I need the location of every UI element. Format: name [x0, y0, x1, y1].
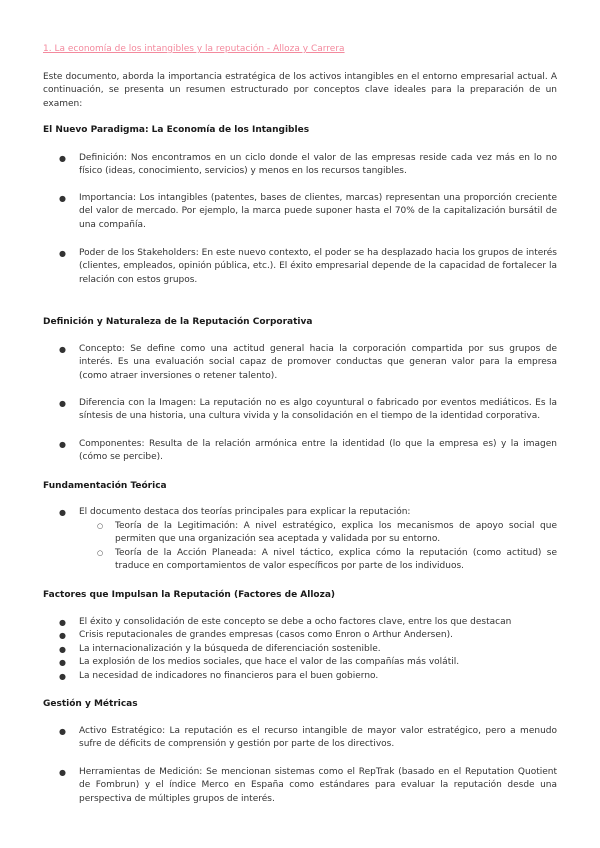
list-item: La necesidad de indicadores no financieros para el buen gobierno. [79, 671, 379, 681]
list-item: El documento destaca dos teorías principales para explicar la reputación: [79, 507, 411, 517]
list-item: Crisis reputacionales de grandes empresas (casos como Enron o Arthur Andersen). [79, 630, 453, 640]
list-item: La internacionalización y la búsqueda de diferenciación sostenible. [79, 644, 381, 654]
sub-bullet-icon: ○ [97, 522, 104, 530]
bullet-icon: ● [59, 249, 66, 258]
list-item: Definición: Nos encontramos en un ciclo donde el valor de las empresas reside cada vez más en lo no físico (ideas, conocimiento, servicios) y menos en los recursos tangibles. [79, 153, 557, 177]
section-heading-reputacion: Definición y Naturaleza de la Reputación Corporativa [43, 317, 313, 327]
bullet-icon: ● [59, 399, 66, 408]
document-title-link[interactable]: 1. La economía de los intangibles y la reputación - Alloza y Carrera [43, 44, 345, 54]
list-item: La explosión de los medios sociales, que hace el valor de las compañías más volátil. [79, 657, 460, 667]
list-item: Diferencia con la Imagen: La reputación no es algo coyuntural o fabricado por eventos mediáticos. Es la síntesis de una historia, una cultura vivida y la consolidación en el tiempo de la identidad corporativa. [79, 398, 557, 422]
bullet-icon: ● [59, 768, 66, 777]
section-heading-factores: Factores que Impulsan la Reputación (Factores de Alloza) [43, 590, 336, 600]
list-item: Herramientas de Medición: Se mencionan sistemas como el RepTrak (basado en el Reputation Quotient de Fombrun) y el índice Merco en España como estándares para evaluar la reputación desde una perspectiva de múltiples grupos de interés. [79, 767, 557, 804]
section-heading-gestion: Gestión y Métricas [43, 699, 138, 709]
list-item: El éxito y consolidación de este concepto se debe a ocho factores clave, entre los que destacan [79, 617, 512, 627]
bullet-icon: ● [59, 154, 66, 163]
bullet-icon: ● [59, 618, 66, 627]
bullet-icon: ● [59, 672, 66, 681]
bullet-icon: ● [59, 345, 66, 354]
section-heading-fundamentacion: Fundamentación Teórica [43, 481, 167, 491]
sub-list-item: Teoría de la Acción Planeada: A nivel táctico, explica cómo la reputación (como actitud) se traduce en comportamientos de valor específicos por parte de los individuos. [115, 548, 557, 572]
bullet-icon: ● [59, 440, 66, 449]
list-item: Activo Estratégico: La reputación es el recurso intangible de mayor valor estratégico, pero a menudo sufre de déficits de comprensión y gestión por parte de los directivos. [79, 726, 557, 750]
bullet-icon: ● [59, 194, 66, 203]
sub-bullet-icon: ○ [97, 549, 104, 557]
bullet-icon: ● [59, 727, 66, 736]
bullet-icon: ● [59, 658, 66, 667]
bullet-icon: ● [59, 508, 66, 517]
list-item: Importancia: Los intangibles (patentes, bases de clientes, marcas) representan una proporción creciente del valor de mercado. Por ejemplo, la marca puede suponer hasta el 70% de la capitalización bursátil de una compañía. [79, 193, 557, 230]
intro-paragraph: Este documento, aborda la importancia estratégica de los activos intangibles en el entorno empresarial actual. A continuación, se presenta un resumen estructurado por conceptos clave ideales para la preparación de un examen: [43, 72, 557, 109]
bullet-icon: ● [59, 645, 66, 654]
sub-list-item: Teoría de la Legitimación: A nivel estratégico, explica los mecanismos de apoyo social que permiten que una organización sea aceptada y validada por su entorno. [115, 521, 557, 545]
section-heading-paradigma: El Nuevo Paradigma: La Economía de los Intangibles [43, 125, 310, 135]
list-item: Componentes: Resulta de la relación armónica entre la identidad (lo que la empresa es) y la imagen (cómo se percibe). [79, 439, 557, 463]
list-item: Poder de los Stakeholders: En este nuevo contexto, el poder se ha desplazado hacia los grupos de interés (clientes, empleados, opinión pública, etc.). El éxito empresarial depende de la capacidad de fortalecer la relación con estos grupos. [79, 248, 557, 285]
list-item: Concepto: Se define como una actitud general hacia la corporación compartida por sus grupos de interés. Es una evaluación social capaz de promover conductas que generan valor para la empresa (como atraer inversiones o retener talento). [79, 344, 557, 381]
bullet-icon: ● [59, 631, 66, 640]
